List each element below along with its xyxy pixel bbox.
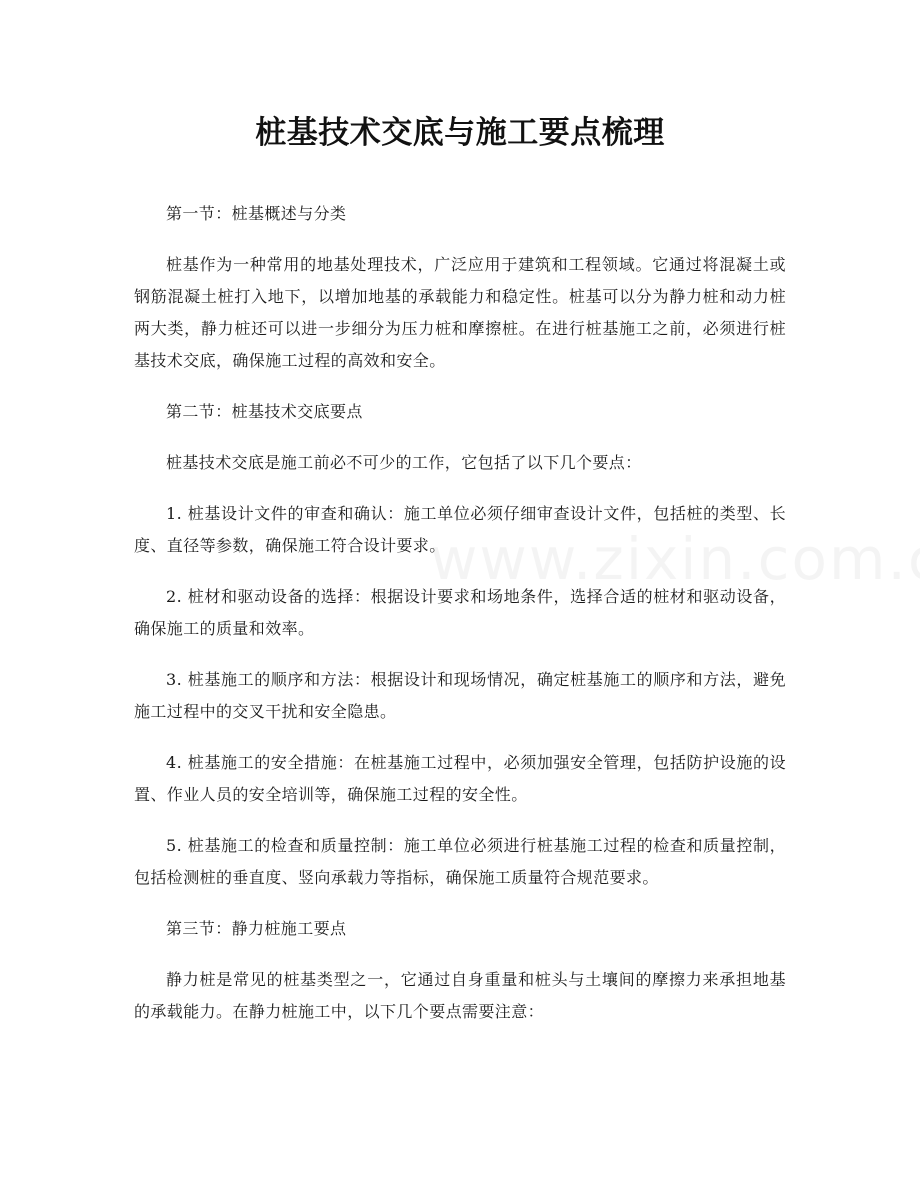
section-heading-3: 第三节：静力桩施工要点	[166, 919, 347, 938]
list-item-2: 2. 桩材和驱动设备的选择：根据设计要求和场地条件，选择合适的桩材和驱动设备，确保施工的质量和效率。	[134, 587, 786, 638]
list-item-3: 3. 桩基施工的顺序和方法：根据设计和现场情况，确定桩基施工的顺序和方法，避免施工过程中的交叉干扰和安全隐患。	[134, 670, 786, 721]
section-heading-1: 第一节：桩基概述与分类	[166, 204, 347, 223]
paragraph-static-pile: 静力桩是常见的桩基类型之一，它通过自身重量和桩头与土壤间的摩擦力来承担地基的承载能力。在静力桩施工中，以下几个要点需要注意：	[134, 970, 786, 1021]
section-heading-2: 第二节：桩基技术交底要点	[166, 402, 363, 421]
list-item-5: 5. 桩基施工的检查和质量控制：施工单位必须进行桩基施工过程的检查和质量控制，包括检测桩的垂直度、竖向承载力等指标，确保施工质量符合规范要求。	[134, 836, 786, 887]
list-item-1: 1. 桩基设计文件的审查和确认：施工单位必须仔细审查设计文件，包括桩的类型、长度、直径等参数，确保施工符合设计要求。	[134, 504, 786, 555]
list-item-4: 4. 桩基施工的安全措施：在桩基施工过程中，必须加强安全管理，包括防护设施的设置、作业人员的安全培训等，确保施工过程的安全性。	[134, 753, 786, 804]
paragraph-intro-points: 桩基技术交底是施工前必不可少的工作，它包括了以下几个要点：	[166, 453, 642, 472]
document-title: 桩基技术交底与施工要点梳理	[255, 115, 665, 151]
paragraph-overview: 桩基作为一种常用的地基处理技术，广泛应用于建筑和工程领域。它通过将混凝土或钢筋混凝土桩打入地下，以增加地基的承载能力和稳定性。桩基可以分为静力桩和动力桩两大类，静力桩还可以进一步细分为压力桩和摩擦桩。在进行桩基施工之前，必须进行桩基技术交底，确保施工过程的高效和安全。	[134, 255, 786, 370]
